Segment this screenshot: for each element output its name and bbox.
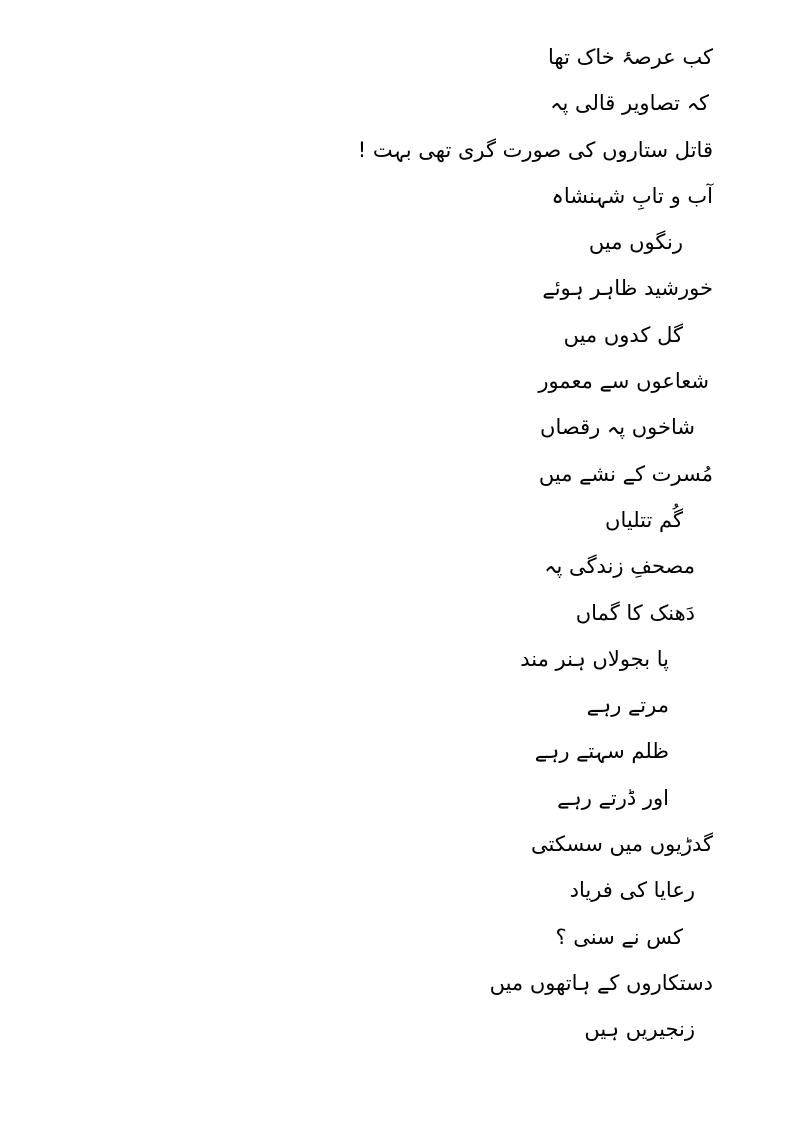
poem-line: خورشید ظاہر ہوئے: [542, 276, 713, 301]
poem-line: دَھنک کا گماں: [575, 600, 695, 625]
poem-line: کب عرصۂ خاک تھا: [548, 45, 713, 69]
poem-line: دستکاروں کے ہاتھوں میں: [489, 970, 713, 995]
poem-line: کس نے سنی ؟: [555, 924, 683, 949]
poem-line: کہ تصاویر قالی پہ: [550, 91, 709, 116]
poem-line: مُسرت کے نشے میں: [538, 461, 713, 486]
poem-line: ظلم سہتے رہے: [534, 739, 669, 764]
poem-line: آب و تابِ شہنشاہ: [551, 183, 713, 208]
poem-line: اور ڈرتے رہے: [557, 785, 669, 810]
poem-line: گُم تتلیاں: [605, 507, 683, 532]
poem-line: گدڑیوں میں سسکتی: [531, 832, 713, 857]
poem-line: رنگوں میں: [588, 230, 683, 255]
poem: [193, 34, 713, 1053]
poem-line: شاخوں پہ رقصاں: [540, 415, 695, 440]
poem-line: شعاعوں سے معمور: [538, 369, 709, 394]
poem-line: گل کدوں میں: [563, 322, 683, 347]
poem-line: زنجیریں ہیں: [584, 1017, 695, 1042]
poem-line: قاتل ستاروں کی صورت گری تھی بہت !: [357, 137, 713, 162]
poem-line: مصحفِ زندگی پہ: [544, 554, 695, 579]
poem-line: پا بجولاں ہنر مند: [520, 646, 669, 671]
poem-line: مرتے رہے: [586, 693, 669, 718]
poem-line: رعایا کی فریاد: [569, 878, 695, 903]
